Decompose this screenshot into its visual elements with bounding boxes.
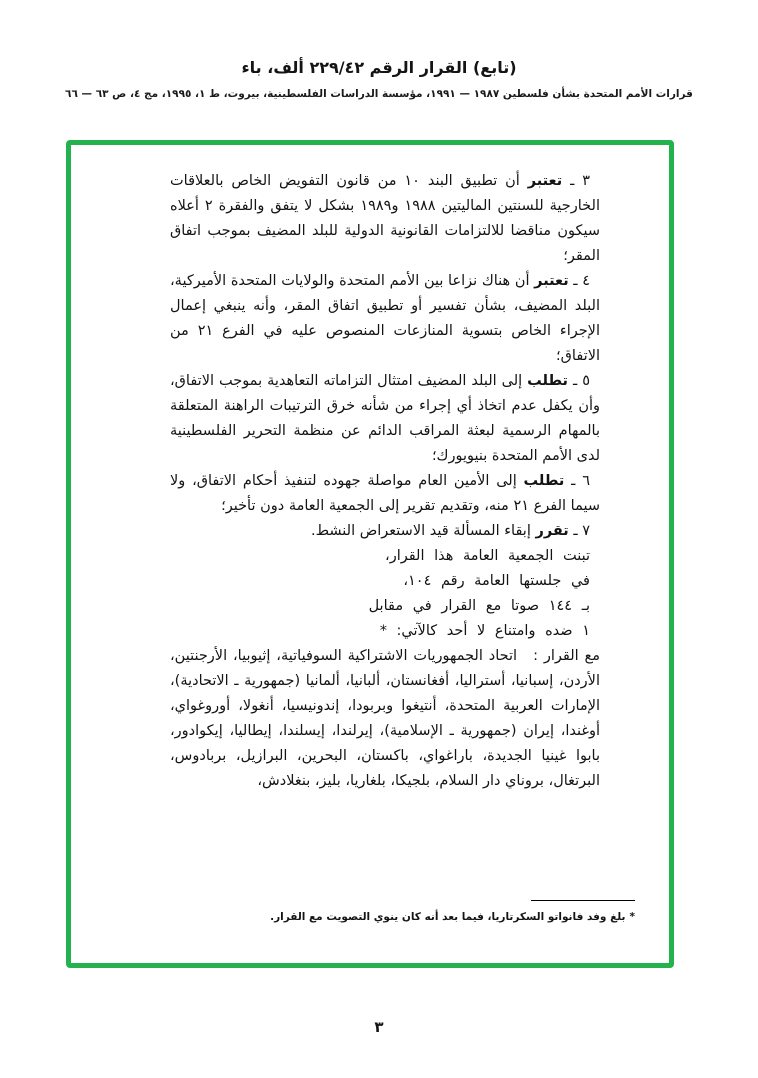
resolution-paragraph-7: [170, 519, 600, 544]
resolution-paragraph-5: [170, 369, 600, 469]
footnote-rule: [531, 900, 635, 901]
vote-paragraph: [170, 644, 600, 794]
resolution-paragraph-3: [170, 169, 600, 269]
paragraph-text: إبقاء المسألة قيد الاستعراض النشط.: [311, 523, 536, 539]
paragraph-text: إلى البلد المضيف امتثال التزاماته التعاهدية بموجب الاتفاق، وأن يكفل عدم اتخاذ أي إجراء من شأنه خرق الترتيبات الراهنة المتعلقة بالمهام الرسمية لبعثة المراقب الدائم عن منظمة التحرير الفلسطينية لدى الأمم المتحدة بنيويورك؛: [170, 373, 600, 464]
footnote-text: [170, 910, 635, 925]
paragraph-number: ٦ ـ: [564, 473, 591, 489]
adoption-line-2: في جلستها العامة رقم ١٠٤،: [403, 573, 590, 589]
resolution-paragraph-6: [170, 469, 600, 519]
paragraph-verb: تطلب: [523, 473, 565, 489]
resolution-text-block: [71, 145, 669, 900]
adoption-line-3: بـ ١٤٤ صوتا مع القرار في مقابل: [368, 598, 590, 614]
paragraph-number: ٣ ـ: [562, 173, 590, 189]
resolution-paragraph-4: [170, 269, 600, 369]
adoption-line-4: ١ ضده وامتناع لا أحد كالآتي: *: [379, 623, 590, 639]
paragraph-number: ٤ ـ: [568, 273, 590, 289]
document-citation: قرارات الأمم المتحدة بشأن فلسطين ١٩٨٧ — ١٩٩١، مؤسسة الدراسات الفلسطينية، بيروت، ط ١، ١٩٩٥، مج ٤، ص ٦٣ — ٦٦: [65, 88, 693, 100]
paragraph-verb: تقرر: [535, 523, 569, 539]
vote-country-list: اتحاد الجمهوريات الاشتراكية السوفياتية، إثيوبيا، الأرجنتين، الأردن، إسبانيا، أستراليا، أفغانستان، ألبانيا، ألمانيا (جمهورية ـ الاتحادية)، الإمارات العربية المتحدة، أنتيغوا وبربودا، إندونيسيا، أنغولا، أوروغواي، أوغندا، إيران (جمهورية ـ الإسلامية)، إيرلندا، إيسلندا، إيطاليا، إيكوادور، بابوا غينيا الجديدة، باراغواي، باكستان، البحرين، البرازيل، بربادوس، البرتغال، بروناي دار السلام، بلجيكا، بلغاريا، بليز، بنغلادش،: [170, 648, 600, 789]
paragraph-verb: تطلب: [527, 373, 568, 389]
footnote-area: [71, 900, 669, 963]
document-header: [0, 58, 758, 100]
paragraph-text: إلى الأمين العام مواصلة جهوده لتنفيذ أحكام الاتفاق، ولا سيما الفرع ٢١ منه، وتقديم تقرير إلى الجمعية العامة دون تأخير؛: [170, 473, 600, 514]
document-title: (تابع) القرار الرقم ٢٢٩/٤٢ ألف، باء: [241, 58, 517, 77]
page-number: ٣: [374, 1018, 384, 1036]
adoption-line-1: تبنت الجمعية العامة هذا القرار،: [385, 548, 590, 564]
paragraph-number: ٥ ـ: [568, 373, 591, 389]
paragraph-text: أن تطبيق البند ١٠ من قانون التفويض الخاص بالعلاقات الخارجية للسنتين الماليتين ١٩٨٨ و١٩٨٩ بشكل لا يتفق والفقرة ٢ أعلاه سيكون مناقضا للالتزامات القانونية الدولية للبلد المضيف بموجب اتفاق المقر؛: [170, 173, 600, 264]
footnote-marker: *: [629, 911, 635, 923]
paragraph-number: ٧ ـ: [568, 523, 590, 539]
paragraph-verb: تعتبر: [534, 273, 569, 289]
footnote-body: بلغ وفد فانواتو السكرتاريا، فيما بعد أنه كان ينوي التصويت مع القرار.: [270, 911, 626, 923]
highlight-border-box: [66, 140, 674, 968]
paragraph-text: أن هناك نزاعا بين الأمم المتحدة والولايات المتحدة الأميركية، البلد المضيف، بشأن تفسير أو تطبيق اتفاق المقر، وأنه ينبغي إعمال الإجراء الخاص بتسوية المنازعات المنصوص عليه في الفرع ٢١ من الاتفاق؛: [170, 273, 600, 364]
paragraph-verb: تعتبر: [527, 173, 563, 189]
vote-label: مع القرار :: [533, 648, 600, 664]
